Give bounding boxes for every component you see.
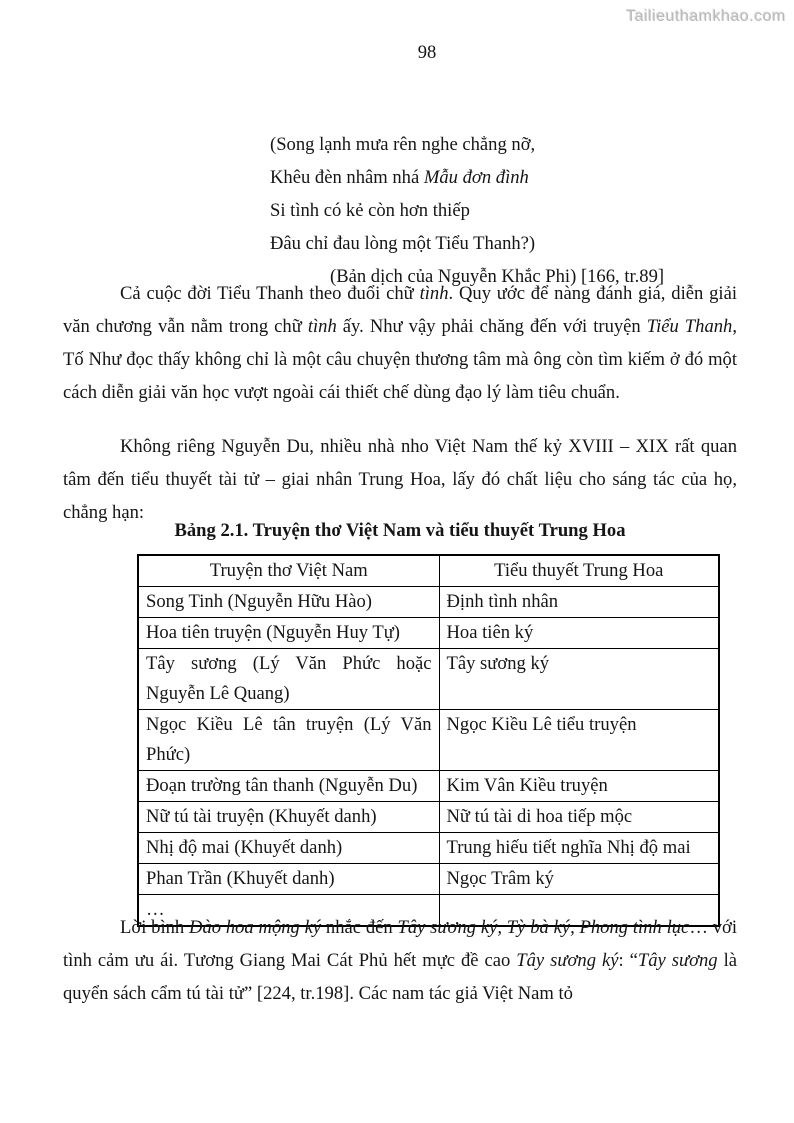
table-caption: Bảng 2.1. Truyện thơ Việt Nam và tiểu thuyết Trung Hoa [174, 520, 626, 541]
cell-chinese-novel: Nữ tú tài di hoa tiếp mộc [439, 802, 719, 833]
page-number: 98 [417, 42, 437, 63]
table-header-row [138, 555, 719, 587]
italic-text-run: Tiểu Thanh [646, 316, 733, 337]
text-run: nhắc đến [321, 917, 398, 938]
cell-chinese-novel: Trung hiếu tiết nghĩa Nhị độ mai [439, 833, 719, 864]
italic-text-run: Mẫu đơn đình [423, 167, 529, 188]
poem-line [270, 128, 664, 161]
cell-chinese-novel: Định tình nhân [439, 587, 719, 618]
text-run: ấy. Như vậy phải chăng đến với truyện [336, 316, 647, 337]
paragraph-nha-nho [63, 430, 737, 529]
table-header-cell: Truyện thơ Việt Nam [138, 555, 439, 587]
text-run: Si tình có kẻ còn hơn thiếp [270, 200, 470, 221]
poem-block [270, 128, 664, 293]
text-run: Khêu đèn nhâm nhá [270, 167, 424, 188]
paragraph-loi-binh [63, 911, 737, 1010]
cell-chinese-novel: Hoa tiên ký [439, 618, 719, 649]
cell-vietnamese-story: Nhị độ mai (Khuyết danh) [138, 833, 439, 864]
table-row [138, 864, 719, 895]
cell-vietnamese-story: … [138, 895, 439, 927]
text-run: Cả cuộc đời Tiểu Thanh theo đuổi chữ [120, 283, 420, 304]
poem-attribution: (Bản dịch của Nguyễn Khắc Phi) [166, tr.89] [330, 266, 665, 287]
text-run: Lời bình [120, 917, 190, 938]
italic-text-run: Tây sương [637, 950, 718, 971]
text-run: … với tình cảm ưu ái. Tương Giang Mai Cát Phủ hết mực đề cao [63, 917, 737, 971]
table-row [138, 710, 719, 771]
cell-vietnamese-story: Tây sương (Lý Văn Phức hoặc Nguyễn Lê Quang) [138, 649, 439, 710]
italic-text-run: Tây sương ký, Tỳ bà ký, Phong tình lục [397, 917, 690, 938]
cell-chinese-novel: Kim Vân Kiều truyện [439, 771, 719, 802]
table-row [138, 771, 719, 802]
italic-text-run: Tây sương ký [516, 950, 619, 971]
table-header-cell: Tiểu thuyết Trung Hoa [439, 555, 719, 587]
text-run: . Quy ước để nàng đánh giá, diễn giải văn chương vẫn nằm trong chữ [63, 283, 737, 337]
italic-text-run: tình [419, 283, 449, 304]
text-run: : “ [618, 950, 638, 971]
text-run: (Song lạnh mưa rên nghe chẳng nỡ, [270, 134, 536, 155]
cell-vietnamese-story: Song Tinh (Nguyễn Hữu Hào) [138, 587, 439, 618]
watermark-text: Tailieuthamkhao.com [626, 8, 786, 25]
table-row [138, 649, 719, 710]
cell-vietnamese-story: Nữ tú tài truyện (Khuyết danh) [138, 802, 439, 833]
table-row [138, 618, 719, 649]
text-run: là quyển sách cẩm tú tài tử” [224, tr.198]. Các nam tác giả Việt Nam tỏ [63, 950, 737, 1004]
text-run: , Tố Như đọc thấy không chỉ là một câu chuyện thương tâm mà ông còn tìm kiếm ở đó một cách diễn giải văn học vượt ngoài cái thiết chế dùng đạo lý làm tiêu chuẩn. [63, 316, 737, 403]
poem-line [270, 227, 664, 260]
table-row [138, 833, 719, 864]
cell-vietnamese-story: Phan Trần (Khuyết danh) [138, 864, 439, 895]
cell-vietnamese-story: Hoa tiên truyện (Nguyễn Huy Tự) [138, 618, 439, 649]
comparison-table [137, 554, 720, 927]
cell-chinese-novel: Ngọc Trâm ký [439, 864, 719, 895]
cell-vietnamese-story: Ngọc Kiều Lê tân truyện (Lý Văn Phức) [138, 710, 439, 771]
cell-chinese-novel: Ngọc Kiều Lê tiểu truyện [439, 710, 719, 771]
table-row [138, 587, 719, 618]
poem-line [270, 194, 664, 227]
cell-vietnamese-story: Đoạn trường tân thanh (Nguyễn Du) [138, 771, 439, 802]
table-row [138, 802, 719, 833]
cell-chinese-novel: Tây sương ký [439, 649, 719, 710]
text-run: Không riêng Nguyễn Du, nhiều nhà nho Việt Nam thế kỷ XVIII – XIX rất quan tâm đến tiểu thuyết tài tử – giai nhân Trung Hoa, lấy đó chất liệu cho sáng tác của họ, chẳng hạn: [63, 436, 737, 523]
paragraph-tieu-thanh [63, 277, 737, 409]
italic-text-run: tình [307, 316, 337, 337]
poem-line [270, 161, 664, 194]
text-run: Đâu chỉ đau lòng một Tiểu Thanh?) [270, 233, 536, 254]
italic-text-run: Đào hoa mộng ký [189, 917, 322, 938]
